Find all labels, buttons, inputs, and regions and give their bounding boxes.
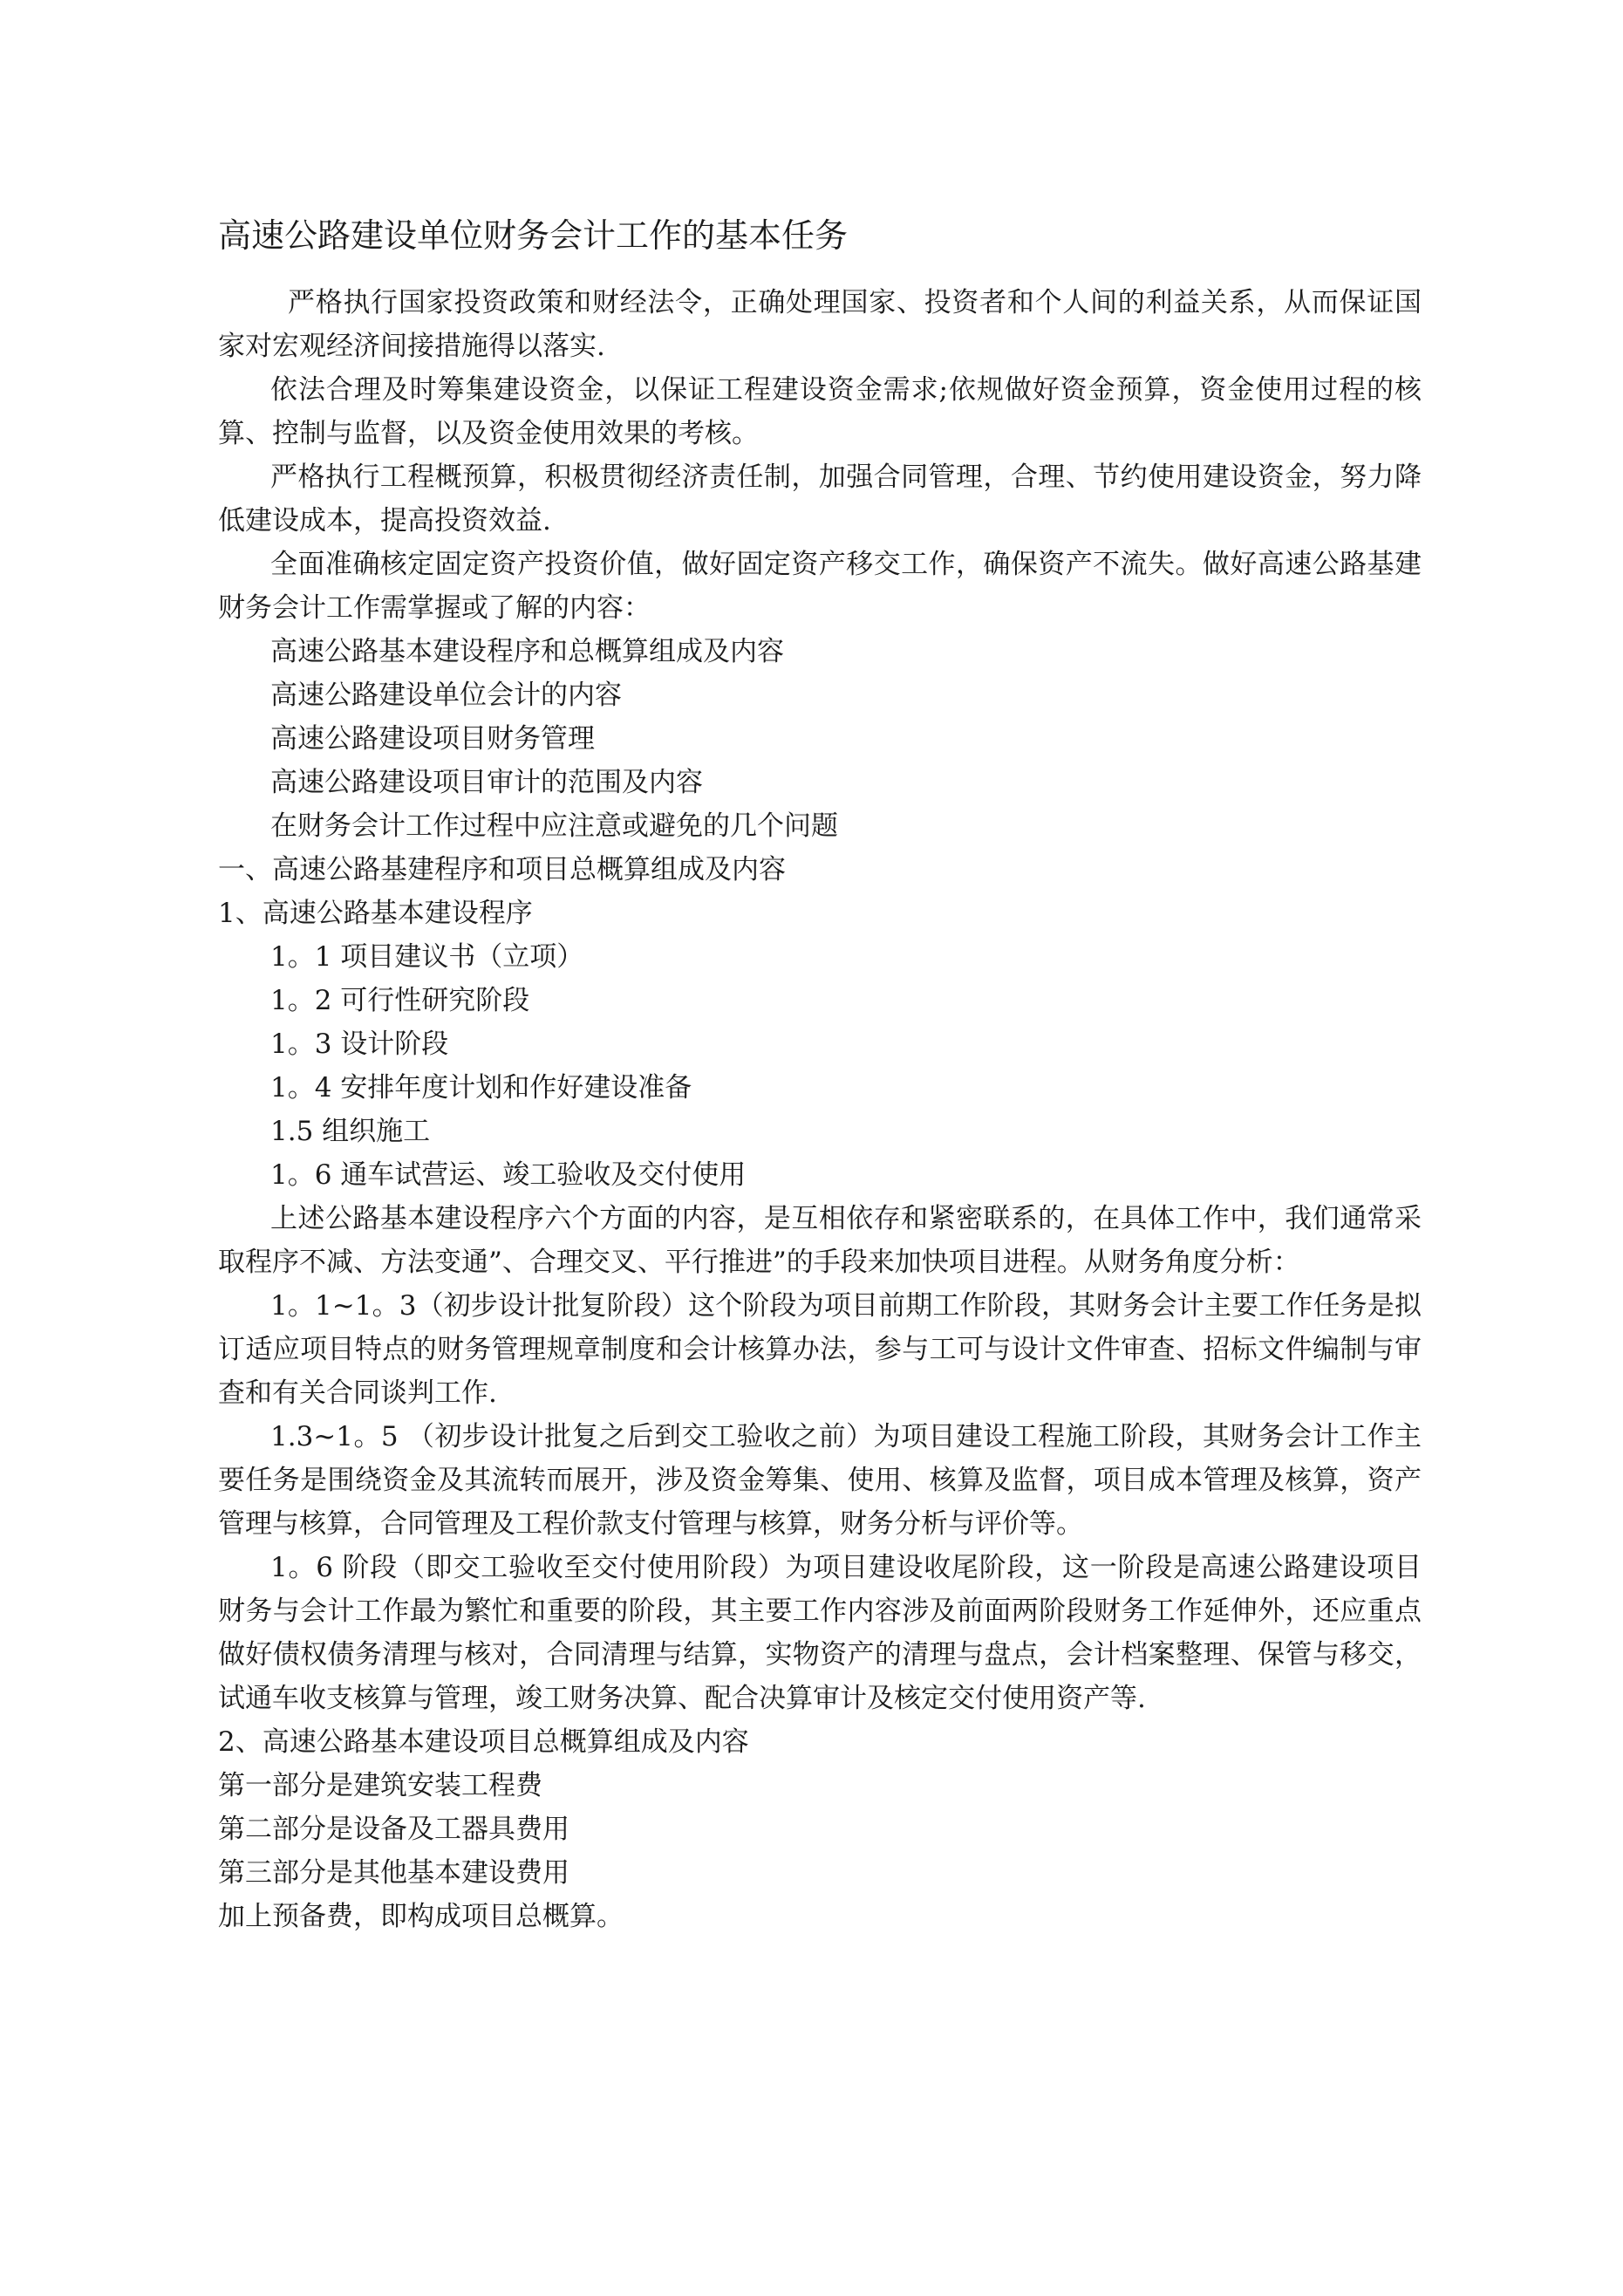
paragraph: 严格执行工程概预算，积极贯彻经济责任制，加强合同管理，合理、节约使用建设资金，努力降低建设成本，提高投资效益. — [218, 461, 1422, 536]
paragraph: 全面准确核定固定资产投资价值，做好固定资产移交工作，确保资产不流失。做好高速公路基建财务会计工作需掌握或了解的内容： — [218, 549, 1422, 624]
subsection-heading: 1、高速公路基本建设程序 — [218, 898, 533, 929]
paragraph: 严格执行国家投资政策和财经法令，正确处理国家、投资者和个人间的利益关系，从而保证国家对宏观经济间接措施得以落实. — [218, 287, 1422, 362]
analysis-paragraph: 1.3~1。5 （初步设计批复之后到交工验收之前）为项目建设工程施工阶段，其财务会计工作主要任务是围绕资金及其流转而展开，涉及资金筹集、使用、核算及监督，项目成本管理及核算，资产管理与核算，合同管理及工程价款支付管理与核算，财务分析与评价等。 — [218, 1421, 1422, 1540]
topic-item: 高速公路建设项目审计的范围及内容 — [270, 767, 703, 798]
document-title: 高速公路建设单位财务会计工作的基本任务 — [218, 216, 849, 255]
analysis-paragraph: 1。6 阶段（即交工验收至交付使用阶段）为项目建设收尾阶段，这一阶段是高速公路建设项目财务与会计工作最为繁忙和重要的阶段，其主要工作内容涉及前面两阶段财务工作延伸外，还应重点做好债权债务清理与核对，合同清理与结算，实物资产的清理与盘点，会计档案整理、保管与移交，试通车收支核算与管理，竣工财务决算、配合决算审计及核定交付使用资产等. — [218, 1552, 1422, 1714]
document-page — [218, 209, 1422, 1938]
budget-part: 第三部分是其他基本建设费用 — [218, 1857, 569, 1889]
analysis-paragraph: 1。1~1。3（初步设计批复阶段）这个阶段为项目前期工作阶段，其财务会计主要工作任务是拟订适应项目特点的财务管理规章制度和会计核算办法，参与工可与设计文件审查、招标文件编制与审查和有关合同谈判工作. — [218, 1290, 1422, 1409]
procedure-item: 1。3 设计阶段 — [270, 1028, 449, 1060]
document-body — [218, 281, 1422, 1938]
procedure-item: 1。4 安排年度计划和作好建设准备 — [270, 1072, 692, 1104]
section-heading: 一、高速公路基建程序和项目总概算组成及内容 — [218, 854, 786, 885]
procedure-item: 1。1 项目建议书（立项） — [270, 941, 584, 973]
procedure-item: 1。2 可行性研究阶段 — [270, 985, 530, 1016]
topic-item: 高速公路建设项目财务管理 — [270, 723, 595, 755]
topic-item: 在财务会计工作过程中应注意或避免的几个问题 — [270, 810, 838, 842]
paragraph: 依法合理及时筹集建设资金，以保证工程建设资金需求;依规做好资金预算，资金使用过程的核算、控制与监督，以及资金使用效果的考核。 — [218, 374, 1422, 449]
budget-part: 加上预备费，即构成项目总概算。 — [218, 1901, 624, 1932]
analysis-paragraph: 上述公路基本建设程序六个方面的内容，是互相依存和紧密联系的，在具体工作中，我们通常采取程序不减、方法变通”、合理交叉、平行推进”的手段来加快项目进程。从财务角度分析： — [218, 1203, 1422, 1278]
subsection-heading: 2、高速公路基本建设项目总概算组成及内容 — [218, 1726, 749, 1758]
procedure-item: 1.5 组织施工 — [270, 1116, 431, 1147]
budget-part: 第一部分是建筑安装工程费 — [218, 1770, 542, 1801]
procedure-item: 1。6 通车试营运、竣工验收及交付使用 — [270, 1159, 747, 1191]
topic-item: 高速公路基本建设程序和总概算组成及内容 — [270, 636, 784, 667]
budget-part: 第二部分是设备及工器具费用 — [218, 1814, 569, 1845]
topic-item: 高速公路建设单位会计的内容 — [270, 680, 622, 711]
